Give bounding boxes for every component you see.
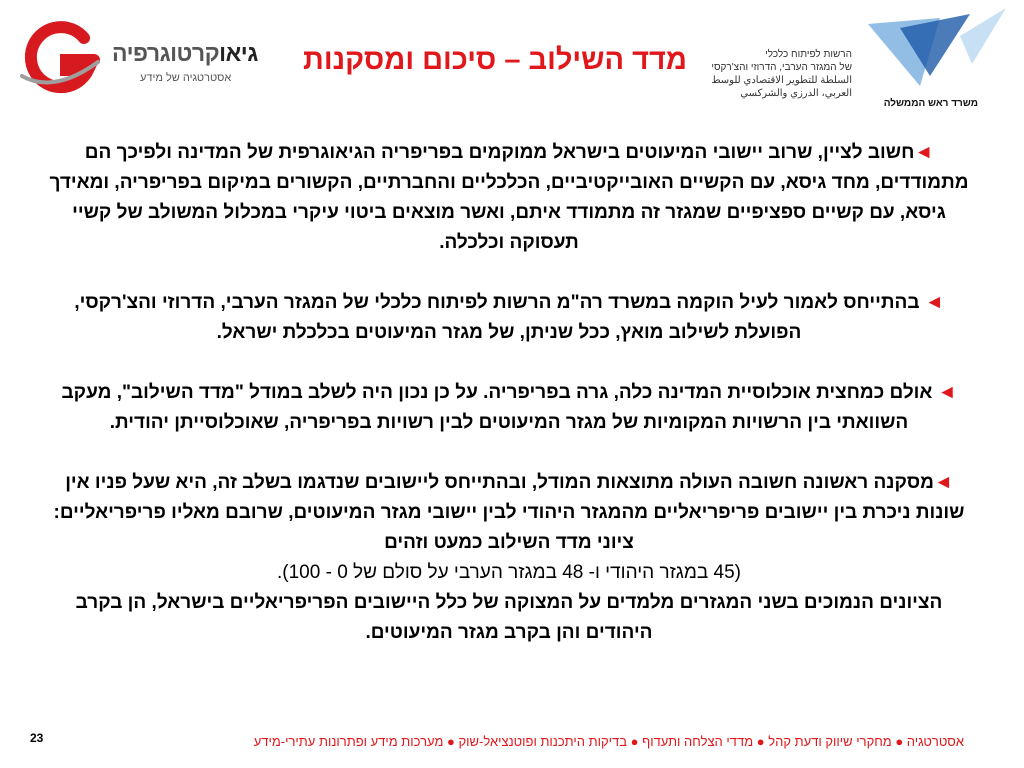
footer-services: אסטרטגיה ● מחקרי שיווק ודעת קהל ● מדדי הצלחה ותעדוף ● בדיקות היתכנות ופוטנציאל-שוק ● מערכות מידע ופתרונות עתירי-מידע xyxy=(253,734,964,749)
paragraph xyxy=(44,288,974,348)
bullet-arrow-icon: ◄ xyxy=(933,472,953,493)
brand-name-rest: קרטוגרפיה xyxy=(112,40,220,66)
authority-line: הרשות לפיתוח כלכלי xyxy=(765,49,852,60)
geo-logo xyxy=(14,18,258,98)
page-title: מדד השילוב – סיכום ומסקנות xyxy=(303,44,687,76)
paragraph xyxy=(44,378,974,438)
bullet-arrow-icon: ◄ xyxy=(937,382,957,403)
authority-line: العربي، الدرزي والشركسي xyxy=(740,88,852,99)
brand-tagline: אסטרטגיה של מידע xyxy=(140,72,232,84)
authority-line: של המגזר הערבי, הדרוזי והצ'רקסי xyxy=(711,62,852,73)
paragraph-text: בהתייחס לאמור לעיל הוקמה במשרד רה"מ הרשות לפיתוח כלכלי של המגזר הערבי, הדרוזי והצ'רקסי, הפועלת לשילוב מואץ, ככל שניתן, של מגזר המיעוטים בכלכלת ישראל. xyxy=(74,292,920,343)
paragraph xyxy=(44,468,974,648)
paragraph-text: חשוב לציין, שרוב יישובי המיעוטים בישראל ממוקמים בפריפריה הגיאוגרפית של המדינה ולפיכך הם מתמודדים, מחד גיסא, עם הקשיים האובייקטיביים, הכלכליים והחברתיים, הקשורים במיקום בפריפריה, ומאידך גיסא, עם קשיים ספציפיים שמגזר זה מתמודד איתם, ואשר מוצאים ביטוי עיקרי במכלול המשולב של קשיי תעסוקה וכלכלה. xyxy=(49,142,969,253)
authority-name xyxy=(711,48,852,100)
paragraph-text: הציונים הנמוכים בשני המגזרים מלמדים על המצוקה של כלל היישובים הפריפריאליים בישראל, הן בקרב היהודים והן בקרב מגזר המיעוטים. xyxy=(75,592,943,643)
brand-name xyxy=(112,40,258,67)
geo-swoosh-logo-icon xyxy=(14,18,104,98)
brand-name-bold: גיאו xyxy=(219,40,258,66)
page-number: 23 xyxy=(30,731,44,745)
paragraph-text: מסקנה ראשונה חשובה העולה מתוצאות המודל, ובהתייחס ליישובים שנדגמו בשלב זה, היא שעל פניו אין שונות ניכרת בין יישובים פריפריאליים מהמגזר היהודי לבין יישובי מגזר המיעוטים, שרובם מאליו פריפריאליים: ציוני מדד השילוב כמעט וזהים xyxy=(53,472,965,553)
paragraph-note: (45 במגזר היהודי ו- 48 במגזר הערבי על סולם של 0 - 100). xyxy=(277,562,741,583)
bullet-arrow-icon: ◄ xyxy=(924,292,944,313)
paragraph xyxy=(44,138,974,258)
authority-line: السلطة للتطوير الاقتصادي للوسط xyxy=(711,75,852,86)
authority-triangle-logo-icon xyxy=(860,6,1010,96)
ministry-label: משרד ראש הממשלה xyxy=(883,98,978,109)
summary-content xyxy=(44,138,974,648)
paragraph-text: אולם כמחצית אוכלוסיית המדינה כלה, גרה בפריפריה. על כן נכון היה לשלב במודל "מדד השילוב", מעקב השוואתי בין הרשויות המקומיות של מגזר המיעוטים לבין רשויות בפריפריה, שאוכלוסייתן יהודית. xyxy=(61,382,933,433)
bullet-arrow-icon: ◄ xyxy=(914,142,934,163)
